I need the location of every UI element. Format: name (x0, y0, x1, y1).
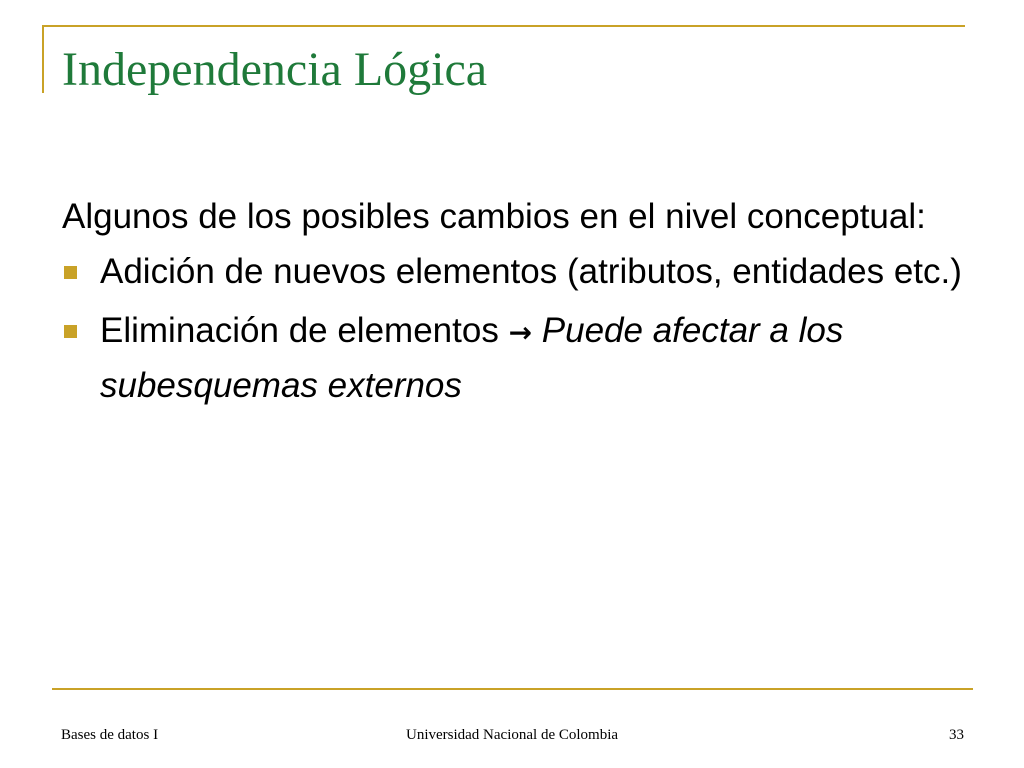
bottom-divider-line (52, 688, 973, 690)
footer-institution: Universidad Nacional de Colombia (405, 727, 619, 743)
bullet-item-addition (62, 245, 962, 298)
top-divider-line (42, 25, 965, 27)
square-bullet-icon (64, 325, 77, 338)
slide-body (62, 190, 962, 418)
left-divider-line (42, 25, 44, 93)
bullet-emphasis-text: Puede afectar a los subesquemas externos (100, 311, 844, 405)
right-arrow-icon: → (508, 316, 533, 349)
square-bullet-icon (64, 266, 77, 279)
slide-title: Independencia Lógica (62, 43, 488, 96)
footer-course-name: Bases de datos I (61, 727, 159, 743)
footer-page-number: 33 (949, 727, 964, 743)
bullet-item-removal (62, 304, 962, 412)
bullet-text: Adición de nuevos elementos (atributos, entidades etc.) (100, 252, 962, 291)
intro-text: Algunos de los posibles cambios en el nivel conceptual: (62, 197, 926, 236)
bullet-text: Eliminación de elementos (100, 311, 509, 350)
